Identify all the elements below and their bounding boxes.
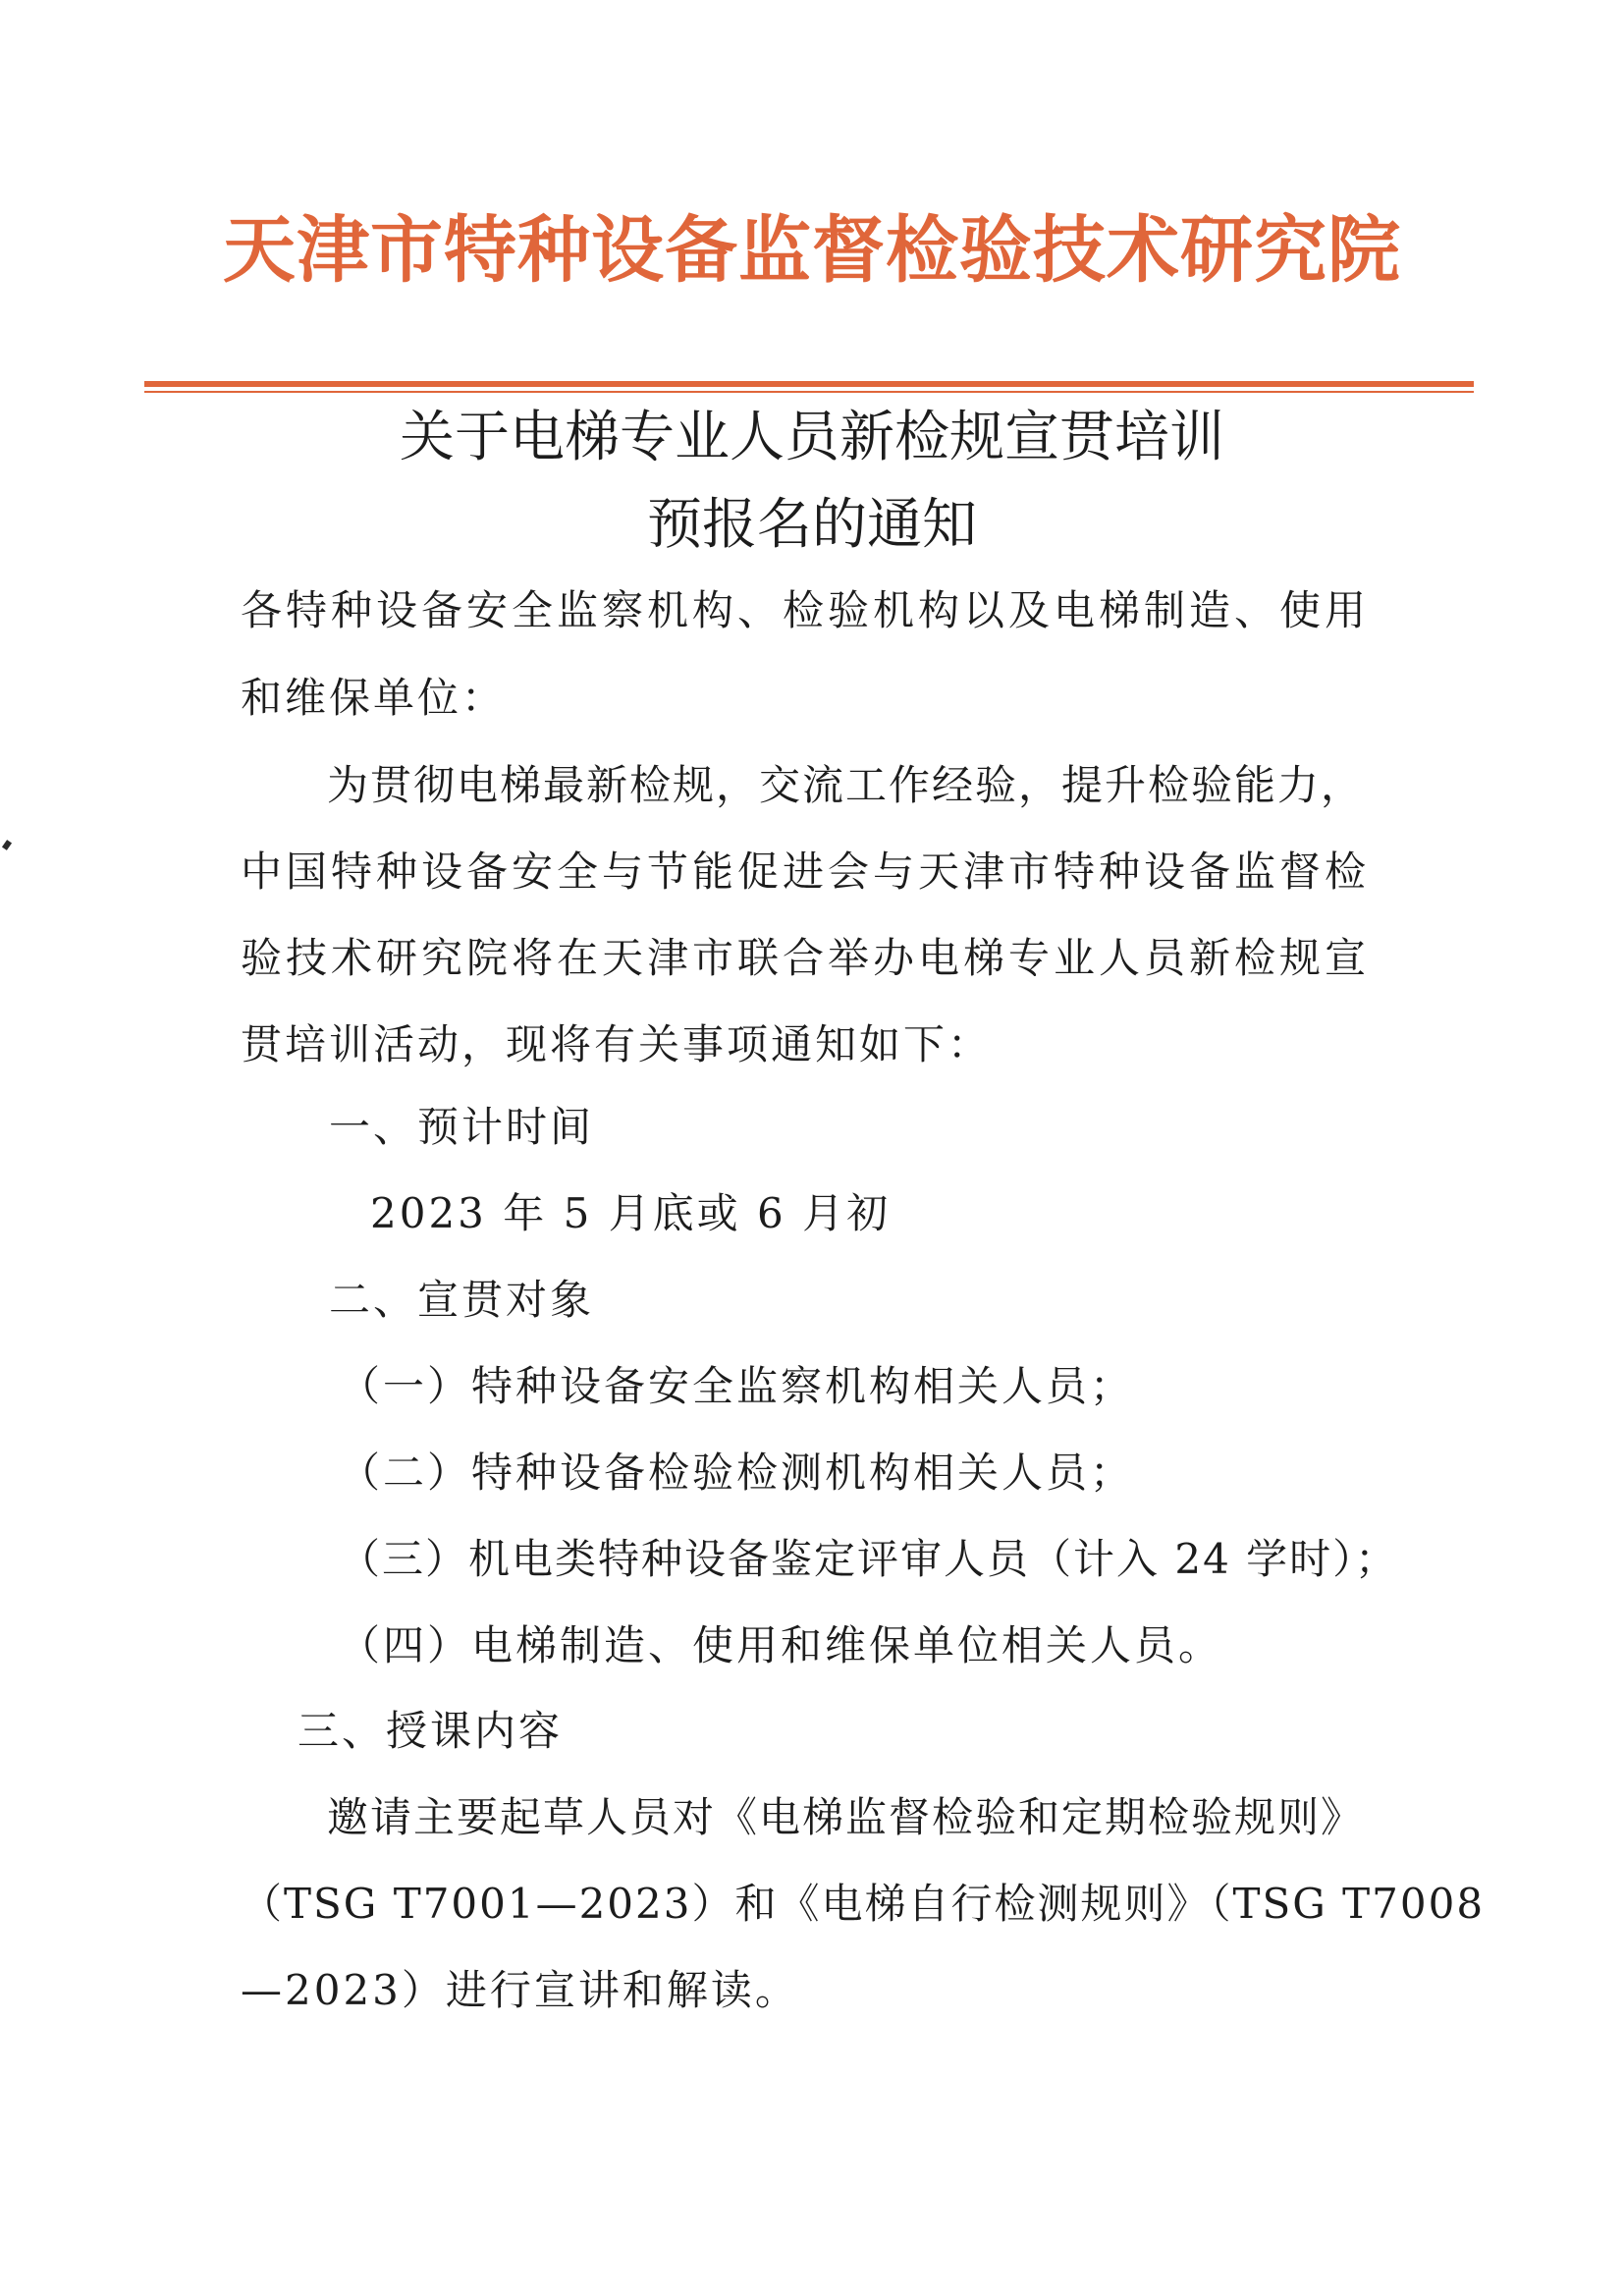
intro-line-4: 贯培训活动，现将有关事项通知如下： xyxy=(241,1020,993,1068)
intro-line-2: 中国特种设备安全与节能促进会与天津市特种设备监督检 xyxy=(241,847,1368,896)
organization-letterhead: 天津市特种设备监督检验技术研究院 xyxy=(223,208,1401,293)
section-1-heading: 一、预计时间 xyxy=(329,1103,595,1151)
intro-line-3: 验技术研究院将在天津市联合举办电梯专业人员新检规宣 xyxy=(241,934,1368,982)
section-3-line-3: —2023）进行宣讲和解读。 xyxy=(241,1966,799,2014)
section-3-line-1: 邀请主要起草人员对《电梯监督检验和定期检验规则》 xyxy=(327,1793,1365,1841)
section-2-item-2: （二）特种设备检验检测机构相关人员； xyxy=(339,1449,1135,1497)
section-3-heading: 三、授课内容 xyxy=(298,1707,564,1755)
section-1-content: 2023 年 5 月底或 6 月初 xyxy=(370,1189,892,1237)
notice-title-line-1: 关于电梯专业人员新检规宣贯培训 xyxy=(400,406,1224,469)
notice-title-line-2: 预报名的通知 xyxy=(647,493,977,557)
section-2-item-3: （三）机电类特种设备鉴定评审人员（计入 24 学时）； xyxy=(339,1535,1399,1583)
salutation-line-2: 和维保单位： xyxy=(241,674,507,722)
salutation-line-1: 各特种设备安全监察机构、检验机构以及电梯制造、使用 xyxy=(241,586,1368,634)
intro-line-1: 为贯彻电梯最新检规，交流工作经验，提升检验能力， xyxy=(327,761,1365,809)
section-2-heading: 二、宣贯对象 xyxy=(329,1276,595,1324)
section-2-item-1: （一）特种设备安全监察机构相关人员； xyxy=(339,1362,1135,1410)
section-2-item-4: （四）电梯制造、使用和维保单位相关人员。 xyxy=(339,1621,1223,1669)
scan-mark xyxy=(2,840,12,850)
letterhead-divider-thin xyxy=(144,391,1474,393)
letterhead-divider xyxy=(144,381,1474,387)
section-3-line-2: （TSG T7001—2023）和《电梯自行检测规则》（TSG T7008 xyxy=(241,1880,1486,1928)
